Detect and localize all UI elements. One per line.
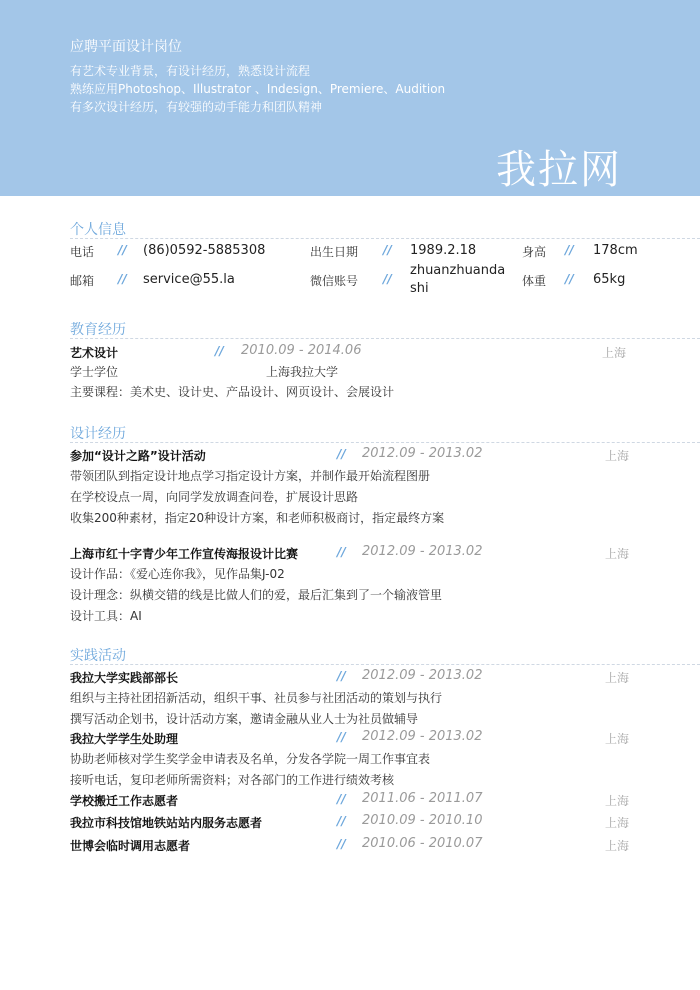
separator: // [118,243,127,257]
separator: // [565,243,574,257]
section-divider [70,338,700,339]
practice-item-name: 我拉大学学生处助理 [70,732,179,746]
design-item-date: 2012.09 - 2013.02 [362,446,483,461]
design-item-name: 参加“设计之路”设计活动 [70,449,206,463]
separator: // [337,792,346,806]
practice-item-location: 上海 [605,732,630,746]
section-divider [70,664,700,665]
practice-item-line: 接听电话，复印老师所需资料；对各部门的工作进行绩效考核 [70,773,395,787]
practice-item-name: 学校搬迁工作志愿者 [70,794,179,808]
design-item-line: 设计作品：《爱心连你我》，见作品集J-02 [70,567,285,581]
practice-item-date: 2010.09 - 2010.10 [362,813,483,828]
job-title: 应聘平面设计岗位 [70,39,182,55]
education-school: 上海我拉大学 [266,365,339,379]
intro-line: 有艺术专业背景，有设计经历，熟悉设计流程 [70,64,311,78]
education-courses: 主要课程：美术史、设计史、产品设计、网页设计、会展设计 [70,385,395,399]
section-title-education: 教育经历 [70,322,126,338]
separator: // [337,837,346,851]
practice-item-date: 2012.09 - 2013.02 [362,668,483,683]
section-title-practice: 实践活动 [70,648,126,664]
field-label-birthdate: 出生日期 [310,245,359,259]
field-label-wechat: 微信账号 [310,274,359,288]
education-location: 上海 [602,346,627,360]
education-date: 2010.09 - 2014.06 [241,343,362,358]
practice-item-location: 上海 [605,839,630,853]
field-value-email: service@55.la [143,272,235,287]
design-item-name: 上海市红十字青少年工作宣传海报设计比赛 [70,547,299,561]
education-major: 艺术设计 [70,346,119,360]
practice-item-date: 2012.09 - 2013.02 [362,729,483,744]
brand-name: 我拉网 [496,147,622,193]
field-label-weight: 体重 [522,274,547,288]
field-label-email: 邮箱 [70,274,95,288]
intro-line: 熟练应用Photoshop、Illustrator 、Indesign、Premiere、Audition [70,82,446,96]
separator: // [337,545,346,559]
design-item-line: 在学校设点一周，向同学发放调查问卷，扩展设计思路 [70,490,359,504]
practice-item-name: 我拉大学实践部部长 [70,671,179,685]
separator: // [337,730,346,744]
separator: // [383,243,392,257]
field-label-phone: 电话 [70,245,95,259]
practice-item-location: 上海 [605,816,630,830]
separator: // [337,814,346,828]
separator: // [337,447,346,461]
design-item-location: 上海 [605,547,630,561]
separator: // [337,669,346,683]
practice-item-line: 协助老师核对学生奖学金申请表及名单，分发各学院一周工作事宜表 [70,752,431,766]
separator: // [565,272,574,286]
practice-item-location: 上海 [605,671,630,685]
separator: // [215,344,224,358]
practice-item-name: 我拉市科技馆地铁站站内服务志愿者 [70,816,263,830]
practice-item-name: 世博会临时调用志愿者 [70,839,191,853]
intro-line: 有多次设计经历，有较强的动手能力和团队精神 [70,100,323,114]
practice-item-line: 撰写活动企划书，设计活动方案，邀请金融从业人士为社员做辅导 [70,712,419,726]
design-item-line: 设计工具：AI [70,609,142,623]
field-value-height: 178cm [593,243,638,258]
section-divider [70,442,700,443]
practice-item-date: 2011.06 - 2011.07 [362,791,483,806]
design-item-line: 带领团队到指定设计地点学习指定设计方案，并制作最开始流程图册 [70,469,431,483]
header-banner [0,0,700,196]
design-item-line: 收集200种素材，指定20种设计方案，和老师积极商讨，指定最终方案 [70,511,445,525]
section-divider [70,238,700,239]
section-title-personal: 个人信息 [70,222,126,238]
design-item-date: 2012.09 - 2013.02 [362,544,483,559]
design-item-line: 设计理念：纵横交错的线是比做人们的爱，最后汇集到了一个输液管里 [70,588,443,602]
practice-item-date: 2010.06 - 2010.07 [362,836,483,851]
field-value-weight: 65kg [593,272,626,287]
field-value-phone: (86)0592-5885308 [143,243,266,258]
separator: // [383,272,392,286]
field-value-wechat: zhuanzhuandashi [410,263,506,296]
separator: // [118,272,127,286]
education-degree: 学士学位 [70,365,119,379]
field-value-birthdate: 1989.2.18 [410,243,477,258]
field-label-height: 身高 [522,245,547,259]
practice-item-location: 上海 [605,794,630,808]
practice-item-line: 组织与主持社团招新活动，组织干事、社员参与社团活动的策划与执行 [70,691,443,705]
section-title-design: 设计经历 [70,426,126,442]
design-item-location: 上海 [605,449,630,463]
